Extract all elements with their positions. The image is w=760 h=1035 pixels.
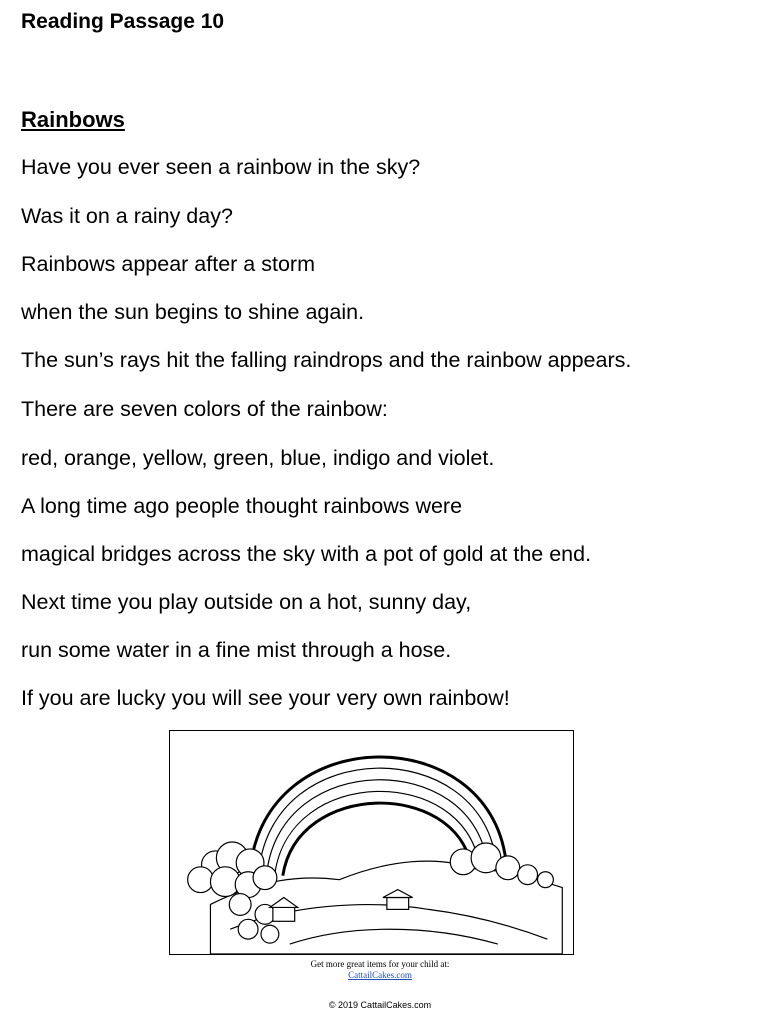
rainbow-illustration [169, 730, 574, 955]
footer-link[interactable]: CattailCakes.com [348, 970, 412, 980]
copyright: © 2019 CattailCakes.com [328, 1000, 432, 1010]
passage-line: red, orange, yellow, green, blue, indigo and violet. [21, 446, 495, 470]
passage-line: There are seven colors of the rainbow: [21, 397, 388, 421]
passage-line: Have you ever seen a rainbow in the sky? [21, 155, 421, 179]
passage-line: magical bridges across the sky with a pot of gold at the end. [21, 542, 592, 566]
passage-line: run some water in a fine mist through a hose. [21, 638, 452, 662]
passage-line: The sun’s rays hit the falling raindrops and the rainbow appears. [21, 348, 632, 372]
footer-link-row [0, 970, 760, 980]
passage-title: Rainbows [21, 107, 125, 132]
rainbow-landscape-illustration-icon [170, 731, 573, 954]
passage-line: If you are lucky you will see your very own rainbow! [21, 686, 510, 710]
footer-promo: Get more great items for your child at: [310, 959, 450, 969]
passage-line: Rainbows appear after a storm [21, 252, 315, 276]
page-heading: Reading Passage 10 [21, 10, 225, 33]
passage-line: when the sun begins to shine again. [21, 300, 365, 324]
passage-line: Was it on a rainy day? [21, 204, 233, 228]
passage-line: Next time you play outside on a hot, sunny day, [21, 590, 472, 614]
passage-line: A long time ago people thought rainbows were [21, 494, 463, 518]
